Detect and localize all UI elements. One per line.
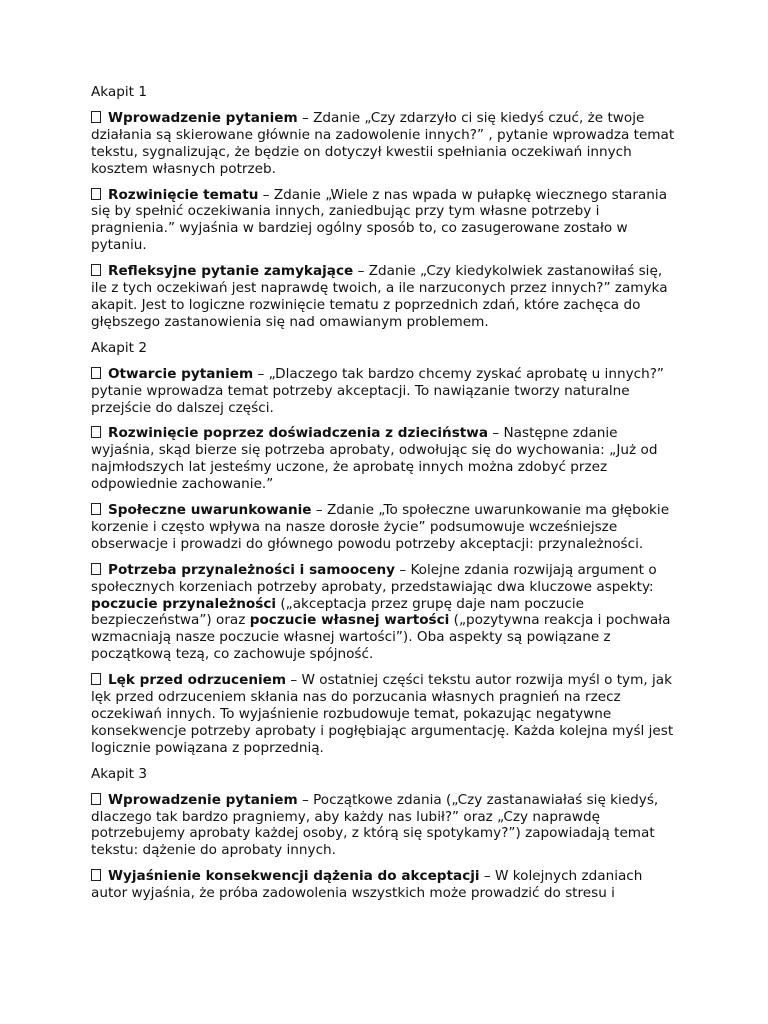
item-text: – Następne zdanie wyjaśnia, skąd bierze się potrzeba aprobaty, odwołując się do wychowania: „Już od najmłodszych lat jesteśmy uczone, że aprobatę innych można zdobyć przez odpowiednie zachowanie.” (91, 425, 658, 493)
item-title: Rozwinięcie poprzez doświadczenia z dzieciństwa (108, 425, 489, 442)
document-page (91, 84, 681, 911)
item-title: Potrzeba przynależności i samooceny (108, 561, 395, 578)
item-emphasis: poczucie własnej wartości (249, 612, 450, 629)
item-text: – W ostatniej części tekstu autor rozwija myśl o tym, jak lęk przed odrzuceniem skłania nas do porzucania własnych pragnień na rzecz oczekiwań innych. To wyjaśnienie rozbudowuje temat, pokazując negatywne konsekwencje potrzeby aprobaty i pogłębiając argumentację. Każda kolejna myśl jest logicznie powiązana z poprzednią. (91, 672, 674, 756)
section-heading-akapit-3: Akapit 3 (91, 765, 147, 782)
list-item (91, 187, 681, 255)
item-text: – Kolejne zdania rozwijają argument o społecznych korzeniach potrzeby aprobaty, przedstawiając dwa kluczowe aspekty: (91, 561, 657, 595)
item-text: – Zdanie „Czy kiedykolwiek zastanowiłaś się, ile z tych oczekiwań jest naprawdę twoich, a ile narzuconych przez innych?” zamyka akapit. Jest to logiczne rozwinięcie tematu z poprzednich zdań, które zachęca do głębszego zastanowienia się nad omawianym problemem. (91, 263, 668, 330)
section-heading-akapit-2: Akapit 2 (91, 339, 147, 356)
list-item (91, 366, 681, 417)
list-item (91, 110, 681, 178)
section-heading-akapit-1: Akapit 1 (91, 84, 147, 100)
missing-glyph-box-icon (91, 673, 101, 685)
list-item (91, 502, 681, 553)
list-item (91, 868, 681, 902)
item-title: Refleksyjne pytanie zamykające (108, 263, 354, 280)
item-text: – Zdanie „Czy zdarzyło ci się kiedyś czuć, że twoje działania są skierowane głównie na zadowolenie innych?” , pytanie wprowadza temat tekstu, sygnalizując, że będzie on dotyczył kwestii spełniania oczekiwań innych kosztem własnych potrzeb. (91, 109, 675, 177)
missing-glyph-box-icon (91, 503, 101, 515)
missing-glyph-box-icon (91, 264, 101, 276)
item-text: – Początkowe zdania („Czy zastanawiałaś się kiedyś, dlaczego tak bardzo pragniemy, aby każdy nas lubił?” oraz „Czy naprawdę potrzebujemy aprobaty każdej osoby, z którą się spotykamy?”) zapowiadają temat tekstu: dążenie do aprobaty innych. (91, 791, 659, 859)
item-title: Otwarcie pytaniem (108, 365, 254, 382)
missing-glyph-box-icon (91, 563, 101, 575)
item-title: Rozwinięcie tematu (108, 186, 259, 203)
item-text: – Zdanie „Wiele z nas wpada w pułapkę wiecznego starania się by spełnić oczekiwania innych, zaniedbując przy tym własne potrzeby i pragnienia.” wyjaśnia w bardziej ogólny sposób to, co zasugerowane zostało w pytaniu. (91, 186, 668, 254)
item-text: – Zdanie „To społeczne uwarunkowanie ma głębokie korzenie i często wpływa na nasze dorosłe życie” podsumowuje wcześniejsze obserwacje i prowadzi do głównego powodu potrzeby akceptacji: przynależności. (91, 502, 670, 552)
item-title: Wyjaśnienie konsekwencji dążenia do akceptacji (108, 868, 480, 885)
item-text: („pozytywna reakcja i pochwała wzmacniają nasze poczucie własnej wartości”). Oba aspekty są powiązane z początkową tezą, co zachowuje spójność. (91, 612, 671, 663)
list-item (91, 425, 681, 493)
item-text: – W kolejnych zdaniach autor wyjaśnia, że próba zadowolenia wszystkich może prowadzić do stresu i (91, 868, 643, 902)
missing-glyph-box-icon (91, 111, 101, 123)
item-title: Wprowadzenie pytaniem (108, 791, 298, 808)
list-item (91, 263, 681, 331)
item-title: Społeczne uwarunkowanie (108, 502, 312, 519)
list-item (91, 672, 681, 757)
item-emphasis: poczucie przynależności (91, 595, 277, 612)
missing-glyph-box-icon (91, 793, 101, 805)
missing-glyph-box-icon (91, 426, 101, 438)
item-text: („akceptacja przez grupę daje nam poczucie bezpieczeństwa”) oraz (91, 595, 584, 629)
list-item (91, 562, 681, 663)
item-title: Lęk przed odrzuceniem (108, 672, 287, 689)
list-item (91, 792, 681, 860)
missing-glyph-box-icon (91, 869, 101, 881)
missing-glyph-box-icon (91, 188, 101, 200)
missing-glyph-box-icon (91, 367, 101, 379)
item-text: – „Dlaczego tak bardzo chcemy zyskać aprobatę u innych?” pytanie wprowadza temat potrzeby akceptacji. To nawiązanie tworzy naturalne przejście do dalszej części. (91, 365, 664, 416)
item-title: Wprowadzenie pytaniem (108, 109, 298, 126)
